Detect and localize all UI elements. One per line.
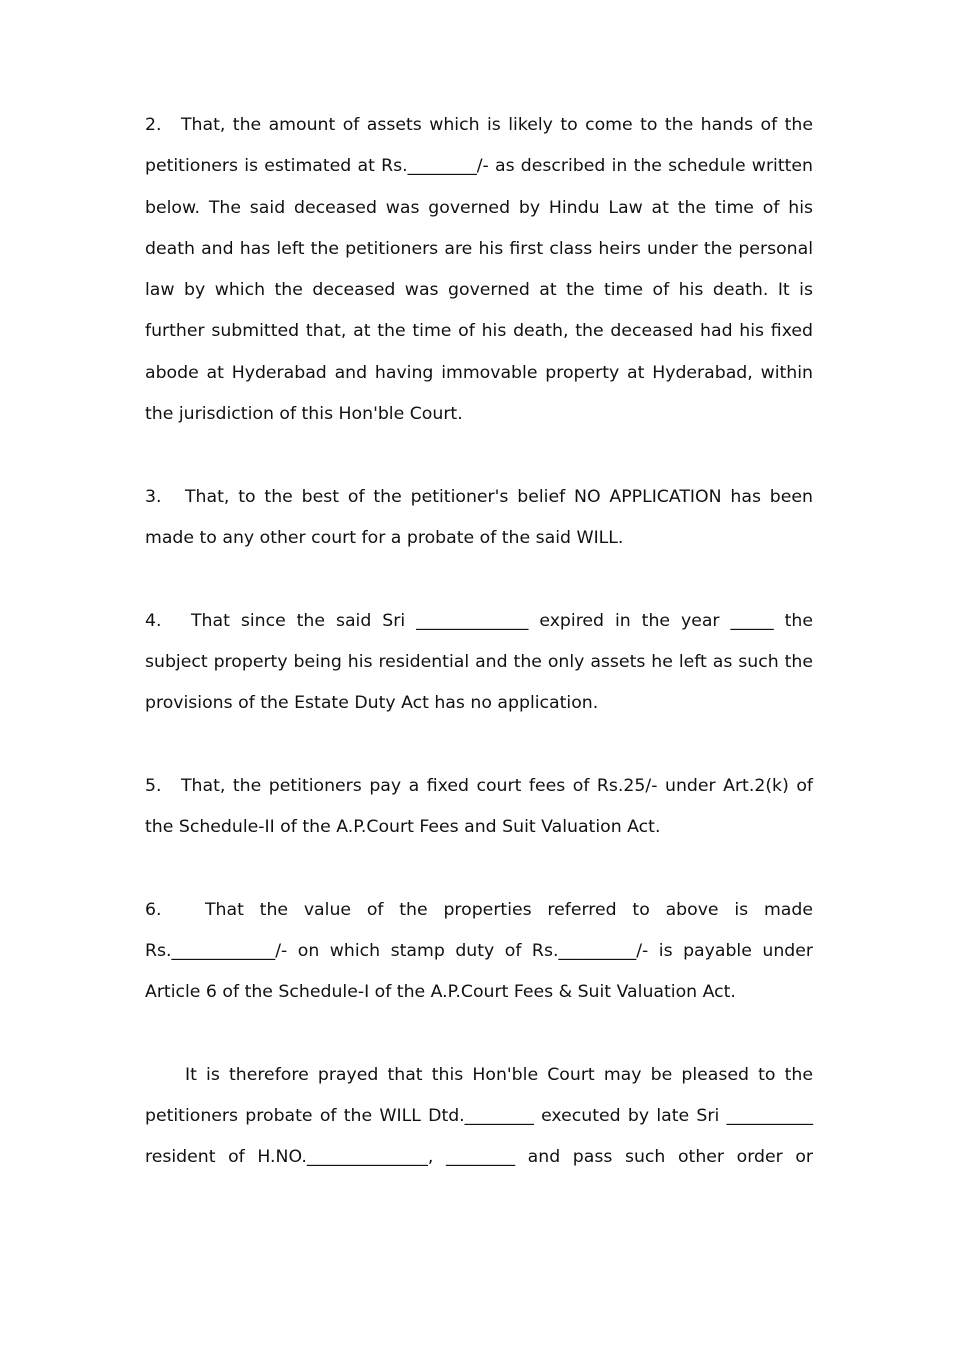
prayer-paragraph: It is therefore prayed that this Hon'ble Court may be pleased to the petitioners probate of the WILL Dtd.________ executed by late Sri __________ resident of H.NO.______________, ________ and pass such other order or [145,1064,813,1168]
paragraph-6 [145,890,813,1014]
paragraph-4 [145,601,813,725]
paragraph-text: That, to the best of the petitioner's belief NO APPLICATION has been made to any other court for a probate of the said WILL. [145,486,813,548]
paragraph-text: That, the petitioners pay a fixed court fees of Rs.25/- under Art.2(k) of the Schedule-II of the A.P.Court Fees and Suit Valuation Act. [145,775,813,838]
paragraph-text: That since the said Sri _____________ expired in the year _____ the subject property being his residential and the only assets he left as such the provisions of the Estate Duty Act has no application. [145,610,813,714]
paragraph-5 [145,766,813,849]
paragraph-text: That the value of the properties referred to above is made Rs.____________/- on which stamp duty of Rs._________/- is payable under Article 6 of the Schedule-I of the A.P.Court Fees & Suit Valuation Act. [145,899,813,1003]
paragraph-number: 6. [145,899,162,920]
paragraph-number: 2. [145,115,162,135]
paragraph-number: 4. [145,610,162,631]
document-body [145,105,813,1179]
paragraph-number: 3. [145,486,162,507]
paragraph-number: 5. [145,775,162,796]
paragraph-text: That, the amount of assets which is likely to come to the hands of the petitioners is estimated at Rs.________/- as described in the schedule written below. The said deceased was governed by Hindu Law at the time of his death and has left the petitioners are his first class heirs under the personal law by which the deceased was governed at the time of his death. It is further submitted that, at the time of his death, the deceased had his fixed abode at Hyderabad and having immovable property at Hyderabad, within the jurisdiction of this Hon'ble Court. [145,115,813,425]
paragraph-3 [145,477,813,560]
paragraph-2 [145,105,813,435]
